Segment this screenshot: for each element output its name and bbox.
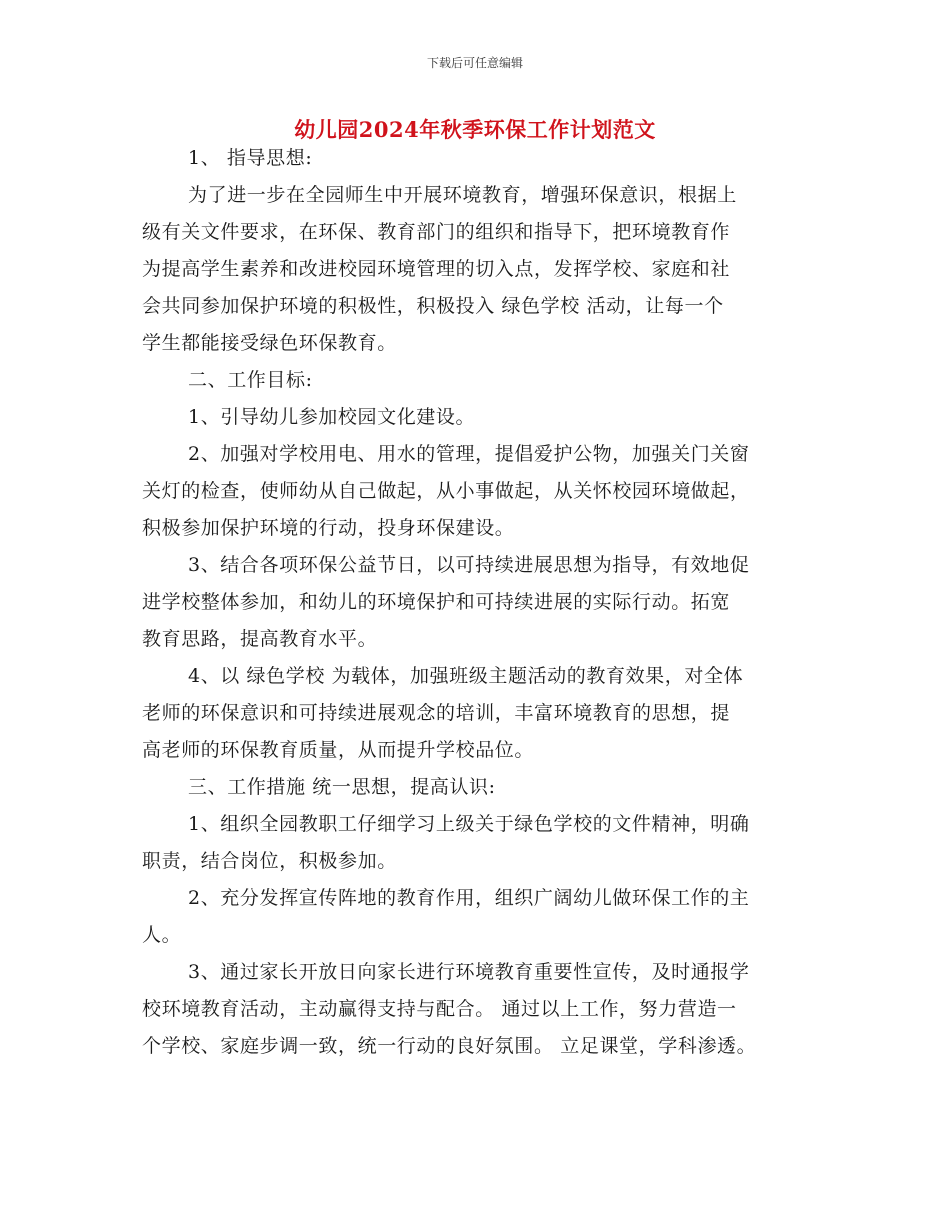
text-line: 三、工作措施 统一思想，提高认识: bbox=[188, 776, 496, 798]
text-line: 3、通过家长开放日向家长进行环境教育重要性宣传，及时通报学 bbox=[188, 961, 750, 983]
text-line: 1、组织全园教职工仔细学习上级关于绿色学校的文件精神，明确 bbox=[188, 813, 750, 835]
text-line: 二、工作目标: bbox=[188, 369, 313, 391]
text-line: 2、加强对学校用电、用水的管理，提倡爱护公物，加强关门关窗 bbox=[188, 443, 750, 465]
text-line: 进学校整体参加，和幼儿的环境保护和可持续进展的实际行动。拓宽 bbox=[142, 591, 731, 613]
text-line: 职责，结合岗位，积极参加。 bbox=[142, 850, 397, 872]
text-line: 校环境教育活动，主动赢得支持与配合。 通过以上工作，努力营造一 bbox=[142, 998, 737, 1020]
text-line: 会共同参加保护环境的积极性，积极投入 绿色学校 活动，让每一个 bbox=[142, 295, 724, 317]
text-line: 积极参加保护环境的行动，投身环保建设。 bbox=[142, 517, 515, 539]
document-title: 幼儿园2024年秋季环保工作计划范文 bbox=[294, 117, 656, 142]
text-line: 1、引导幼儿参加校园文化建设。 bbox=[188, 406, 476, 428]
text-line: 个学校、家庭步调一致，统一行动的良好氛围。 立足课堂，学科渗透。 bbox=[142, 1035, 757, 1057]
text-line: 教育思路，提高教育水平。 bbox=[142, 628, 378, 650]
text-line: 4、以 绿色学校 为载体，加强班级主题活动的教育效果，对全体 bbox=[188, 665, 744, 687]
text-line: 老师的环保意识和可持续进展观念的培训，丰富环境教育的思想，提 bbox=[142, 702, 731, 724]
header-note: 下载后可任意编辑 bbox=[426, 56, 523, 70]
text-line: 3、结合各项环保公益节日，以可持续进展思想为指导，有效地促 bbox=[188, 554, 750, 576]
text-line: 1、 指导思想: bbox=[188, 147, 313, 169]
text-line: 级有关文件要求，在环保、教育部门的组织和指导下，把环境教育作 bbox=[142, 221, 731, 243]
text-line: 关灯的检查，使师幼从自己做起，从小事做起，从关怀校园环境做起， bbox=[142, 480, 750, 502]
text-line: 为了进一步在全园师生中开展环境教育，增强环保意识，根据上 bbox=[188, 184, 737, 206]
text-line: 学生都能接受绿色环保教育。 bbox=[142, 332, 397, 354]
document-body bbox=[142, 140, 822, 1065]
text-line: 为提高学生素养和改进校园环境管理的切入点，发挥学校、家庭和社 bbox=[142, 258, 731, 280]
text-line: 高老师的环保教育质量，从而提升学校品位。 bbox=[142, 739, 535, 761]
text-line: 2、充分发挥宣传阵地的教育作用，组织广阔幼儿做环保工作的主 bbox=[188, 887, 750, 909]
text-line: 人。 bbox=[142, 924, 182, 946]
